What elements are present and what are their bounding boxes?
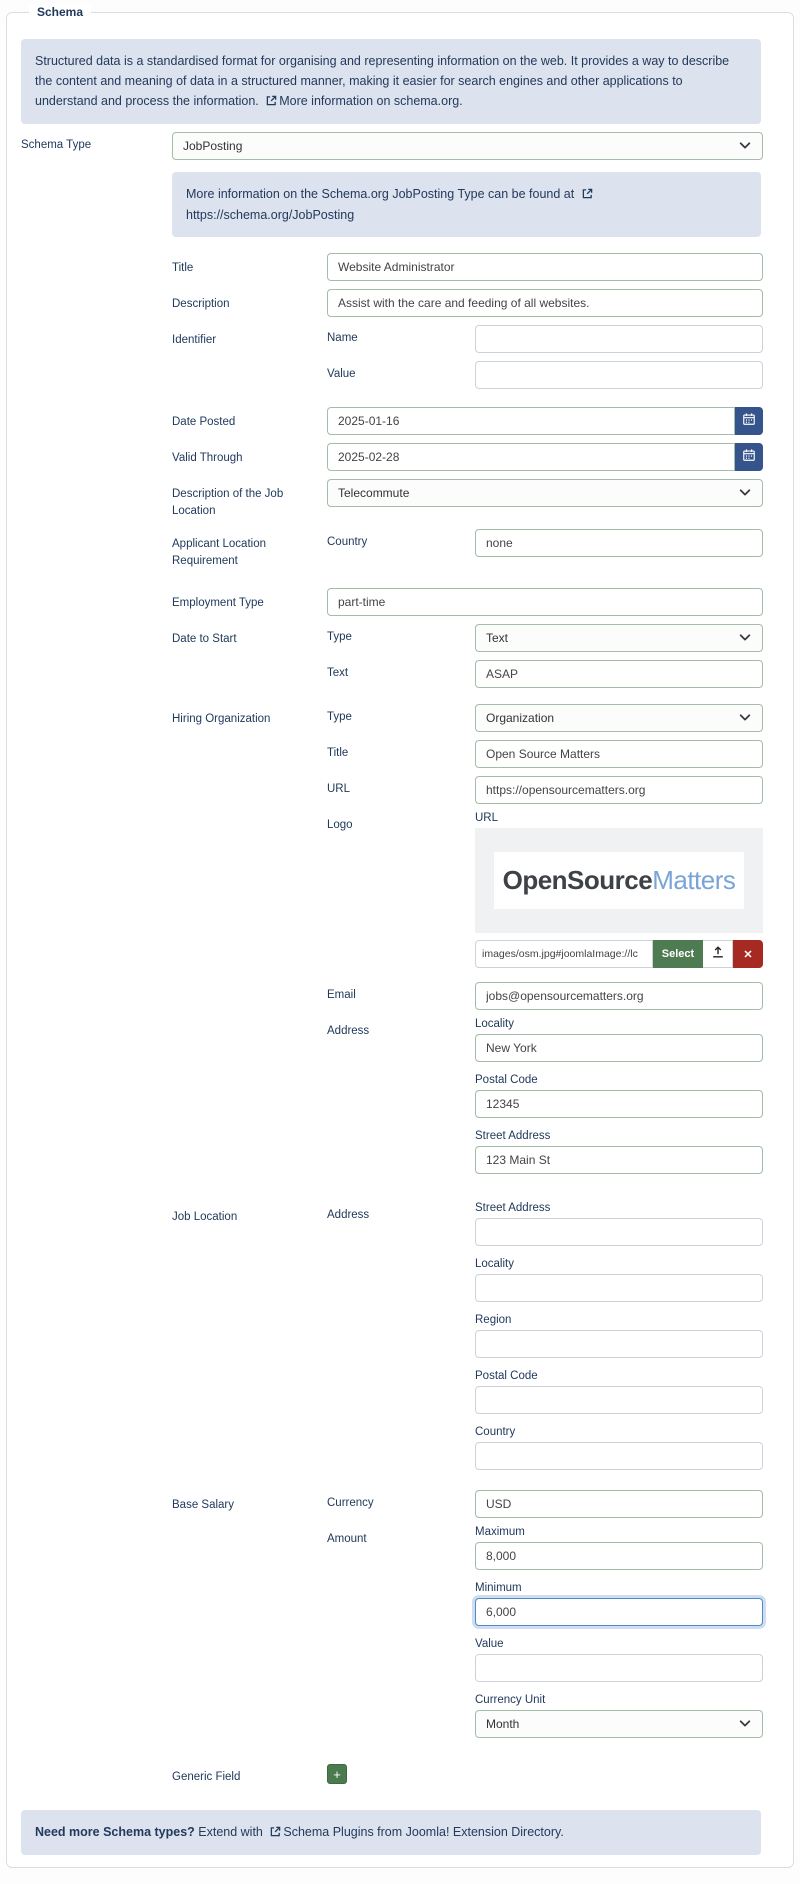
hiring-org-url-label: URL xyxy=(327,783,351,795)
date-to-start-text-input[interactable] xyxy=(475,660,763,688)
maximum-label: Maximum xyxy=(475,1526,525,1538)
chevron-down-icon xyxy=(738,138,752,155)
org-street-input[interactable] xyxy=(475,1146,763,1174)
identifier-name-input[interactable] xyxy=(475,325,763,353)
schema-type-value: JobPosting xyxy=(183,139,243,153)
logo-url-label: URL xyxy=(475,812,499,824)
valid-through-row xyxy=(172,443,761,471)
hiring-org-url-row xyxy=(172,776,761,804)
media-clear-button[interactable] xyxy=(733,940,763,968)
employment-type-row xyxy=(172,588,761,616)
maximum-input[interactable] xyxy=(475,1542,763,1570)
loc-country-input[interactable] xyxy=(475,1442,763,1470)
identifier-name-label: Name xyxy=(327,332,358,344)
chevron-down-icon xyxy=(738,485,752,502)
minimum-input[interactable] xyxy=(475,1598,763,1626)
value-input[interactable] xyxy=(475,1654,763,1682)
employment-type-input[interactable] xyxy=(327,588,763,616)
description-label: Description xyxy=(172,298,230,310)
loc-region-input[interactable] xyxy=(475,1330,763,1358)
media-upload-button[interactable] xyxy=(703,940,733,968)
identifier-name-row xyxy=(172,325,761,353)
job-location-description-row xyxy=(172,479,761,521)
currency-unit-label: Currency Unit xyxy=(475,1694,546,1706)
hiring-org-type-select[interactable]: Organization xyxy=(475,704,763,732)
schema-intro-text: Structured data is a standardised format for organising and representing information on the web. It provides a way to describe the content and meaning of data in a structured manner, making it easier for search engines and other applications to understand and process the information. xyxy=(35,54,730,108)
job-location-address-label: Address xyxy=(327,1209,370,1221)
description-row xyxy=(172,289,761,317)
loc-country-label: Country xyxy=(475,1426,516,1438)
loc-street-label: Street Address xyxy=(475,1202,551,1214)
date-to-start-text-label: Text xyxy=(327,667,349,679)
hiring-org-logo-row xyxy=(172,812,761,968)
hiring-org-title-input[interactable] xyxy=(475,740,763,768)
title-label: Title xyxy=(172,262,194,274)
identifier-value-label: Value xyxy=(327,368,356,380)
hiring-org-type-row xyxy=(172,704,761,732)
calendar-icon xyxy=(742,412,756,431)
hiring-org-email-label: Email xyxy=(327,989,356,1001)
identifier-label: Identifier xyxy=(172,334,217,346)
org-locality-label: Locality xyxy=(475,1018,514,1030)
date-to-start-type-label: Type xyxy=(327,631,352,643)
applicant-country-label: Country xyxy=(327,535,368,548)
title-input[interactable] xyxy=(327,253,763,281)
identifier-value-row xyxy=(172,361,761,389)
chevron-down-icon xyxy=(738,710,752,727)
schema-type-label: Schema Type xyxy=(21,139,92,151)
job-location-label: Job Location xyxy=(172,1211,238,1223)
date-posted-row xyxy=(172,407,761,435)
date-posted-calendar-button[interactable] xyxy=(735,407,763,435)
identifier-value-input[interactable] xyxy=(475,361,763,389)
plus-icon: + xyxy=(333,1766,341,1782)
jobposting-info-alert xyxy=(172,172,761,237)
date-posted-label: Date Posted xyxy=(172,416,236,428)
loc-locality-label: Locality xyxy=(475,1258,514,1270)
hiring-org-email-row xyxy=(172,982,761,1010)
title-row xyxy=(172,253,761,281)
hiring-org-type-label: Type xyxy=(327,711,352,723)
hiring-org-email-input[interactable] xyxy=(475,982,763,1010)
loc-street-input[interactable] xyxy=(475,1218,763,1246)
currency-unit-select[interactable]: Month xyxy=(475,1710,763,1738)
more-schema-types-bold: Need more Schema types? xyxy=(35,1825,195,1840)
job-location-description-label: Description of the Job Location xyxy=(172,488,284,518)
logo-preview xyxy=(475,828,763,933)
value-label: Value xyxy=(475,1638,504,1650)
base-salary-currency-row xyxy=(172,1490,761,1518)
description-input[interactable] xyxy=(327,289,763,317)
date-to-start-type-row xyxy=(172,624,761,652)
hiring-org-address-label: Address xyxy=(327,1025,370,1037)
employment-type-label: Employment Type xyxy=(172,597,264,609)
valid-through-label: Valid Through xyxy=(172,452,243,464)
add-generic-field-button[interactable] xyxy=(327,1764,347,1784)
currency-label: Currency xyxy=(327,1497,374,1509)
date-to-start-type-select[interactable]: Text xyxy=(475,624,763,652)
close-icon: ✕ xyxy=(743,948,753,961)
applicant-location-row xyxy=(172,529,761,571)
more-schema-types-alert: Need more Schema types? Extend with Schema Plugins from Joomla! Extension Directory. xyxy=(21,1810,761,1855)
logo-media-field xyxy=(475,940,763,968)
base-salary-amount-row xyxy=(172,1526,761,1738)
jobposting-schema-link[interactable]: https://schema.org/JobPosting xyxy=(186,187,595,222)
external-link-icon xyxy=(270,1826,281,1840)
external-link-icon xyxy=(266,95,277,109)
fieldset-legend: Schema xyxy=(29,5,91,19)
org-locality-input[interactable] xyxy=(475,1034,763,1062)
minimum-label: Minimum xyxy=(475,1582,522,1594)
external-link-icon xyxy=(582,188,593,202)
schema-intro-alert xyxy=(21,39,761,124)
schema-type-row xyxy=(21,132,761,160)
loc-region-label: Region xyxy=(475,1314,512,1326)
amount-label: Amount xyxy=(327,1533,367,1545)
media-select-button[interactable]: Select xyxy=(653,940,703,968)
calendar-icon xyxy=(742,448,756,467)
schema-plugins-link[interactable]: Schema Plugins from Joomla! Extension Directory xyxy=(266,1825,560,1839)
schema-org-link[interactable]: More information on schema.org. xyxy=(262,94,462,108)
loc-postal-input[interactable] xyxy=(475,1386,763,1414)
logo-media-input[interactable] xyxy=(475,940,653,968)
applicant-location-label: Applicant Location Requirement xyxy=(172,537,266,567)
hiring-org-url-input[interactable] xyxy=(475,776,763,804)
loc-postal-label: Postal Code xyxy=(475,1370,538,1382)
jobposting-info-text: More information on the Schema.org JobPosting Type can be found at xyxy=(186,187,575,201)
chevron-down-icon xyxy=(738,630,752,647)
org-postal-input[interactable] xyxy=(475,1090,763,1118)
hiring-org-logo-label: Logo xyxy=(327,819,353,831)
currency-input[interactable] xyxy=(475,1490,763,1518)
hiring-org-title-row xyxy=(172,740,761,768)
open-source-matters-logo: OpenSource Matters xyxy=(494,852,744,909)
date-posted-input[interactable] xyxy=(327,407,735,435)
org-postal-label: Postal Code xyxy=(475,1074,538,1086)
generic-field-label: Generic Field xyxy=(172,1771,241,1783)
job-location-row xyxy=(172,1202,761,1470)
applicant-country-input[interactable] xyxy=(475,529,763,557)
loc-locality-input[interactable] xyxy=(475,1274,763,1302)
date-to-start-label: Date to Start xyxy=(172,633,237,645)
upload-icon xyxy=(711,945,725,964)
schema-type-select[interactable] xyxy=(172,132,763,160)
hiring-org-title-label: Title xyxy=(327,747,349,759)
hiring-org-label: Hiring Organization xyxy=(172,713,271,725)
job-location-description-select[interactable]: Telecommute xyxy=(327,479,763,507)
date-to-start-text-row xyxy=(172,660,761,688)
generic-field-row xyxy=(172,1762,761,1786)
valid-through-input[interactable] xyxy=(327,443,735,471)
schema-fieldset xyxy=(6,5,794,1868)
base-salary-label: Base Salary xyxy=(172,1499,235,1511)
org-street-label: Street Address xyxy=(475,1130,551,1142)
chevron-down-icon xyxy=(738,1716,752,1733)
hiring-org-address-row xyxy=(172,1018,761,1174)
valid-through-calendar-button[interactable] xyxy=(735,443,763,471)
